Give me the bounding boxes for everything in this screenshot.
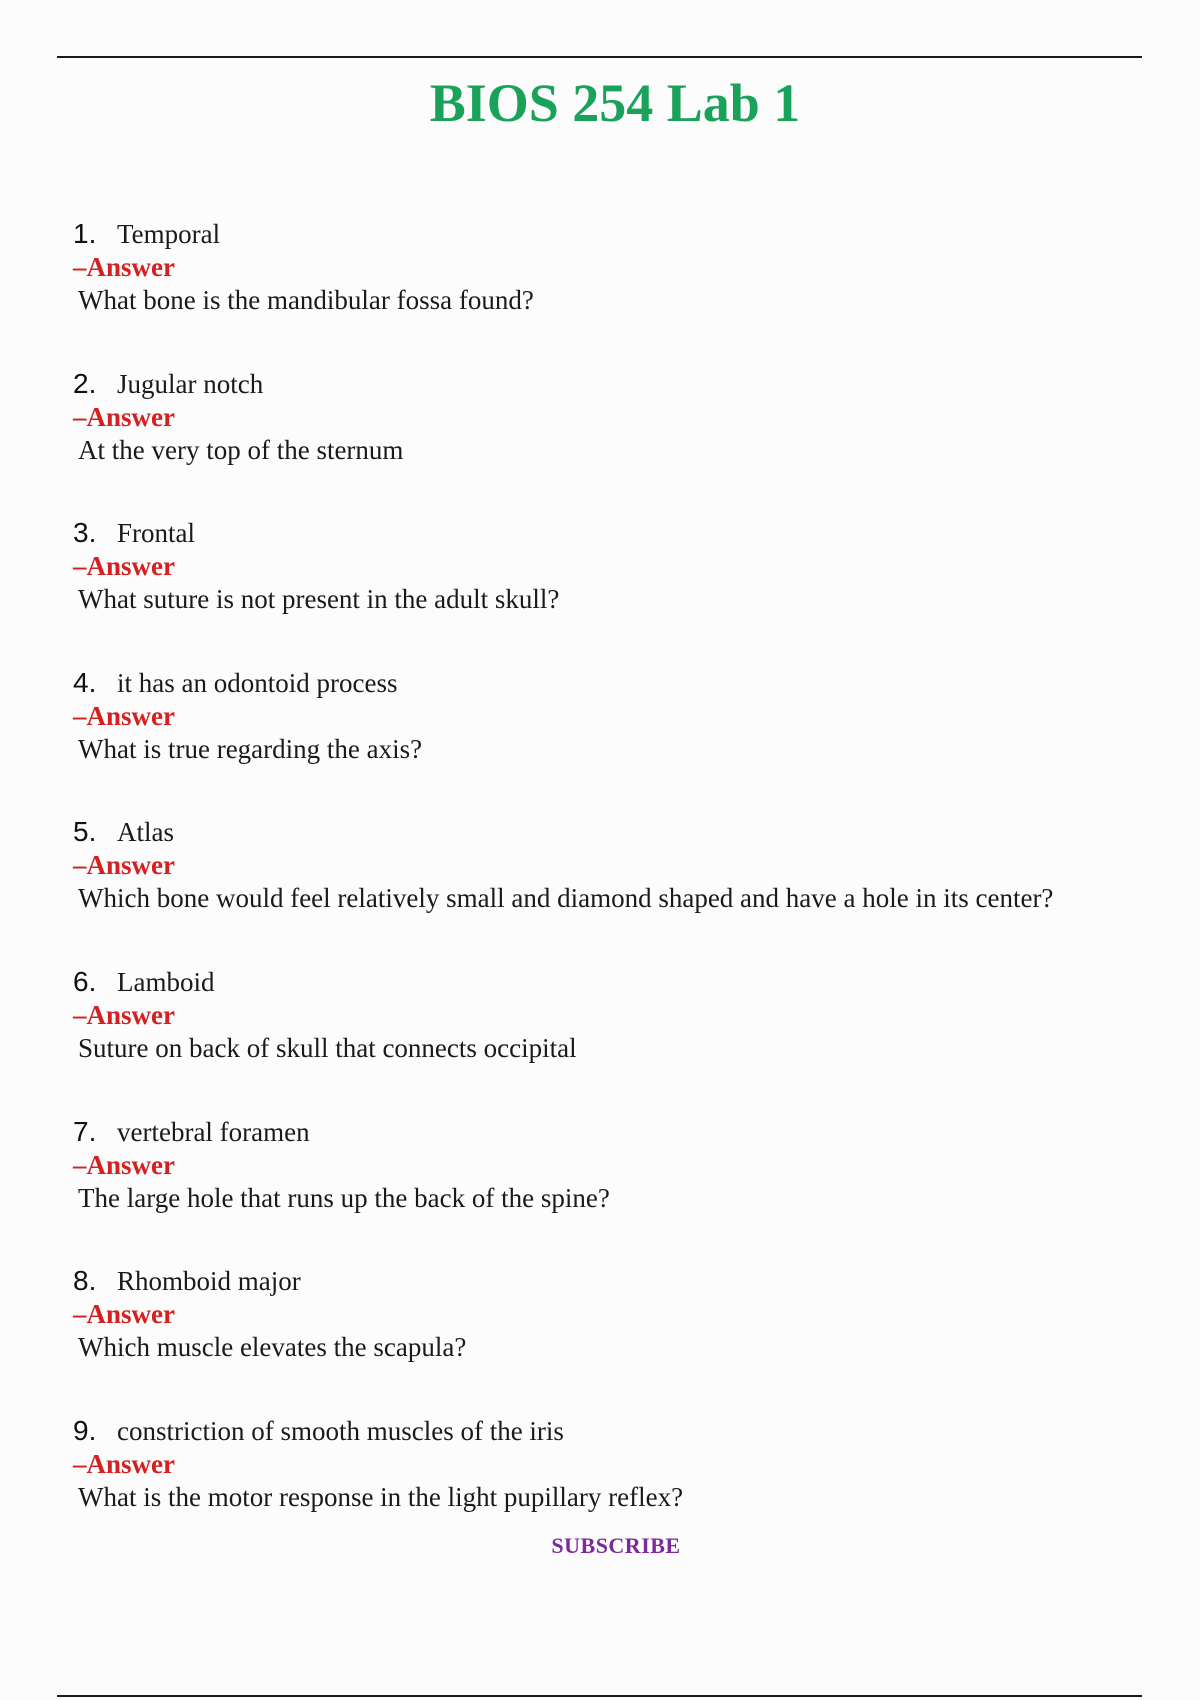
qa-term: constriction of smooth muscles of the iris <box>117 1415 564 1446</box>
qa-answer-label: –Answer <box>73 999 175 1030</box>
qa-item <box>73 218 1153 368</box>
qa-term: vertebral foramen <box>117 1116 310 1147</box>
qa-term: Rhomboid major <box>117 1266 301 1297</box>
qa-definition: What bone is the mandibular fossa found? <box>78 285 534 315</box>
qa-definition: At the very top of the sternum <box>78 434 404 465</box>
qa-definition: The large hole that runs up the back of the spine? <box>78 1182 610 1213</box>
qa-list <box>73 218 1153 1564</box>
top-divider <box>57 56 1142 58</box>
qa-number: 6. <box>73 965 97 997</box>
qa-number: 1. <box>73 218 97 249</box>
qa-number: 9. <box>73 1414 97 1446</box>
qa-item <box>73 1116 1153 1266</box>
qa-item <box>73 667 1153 817</box>
qa-number: 4. <box>73 666 97 698</box>
qa-definition: What is true regarding the axis? <box>78 733 423 764</box>
qa-answer-label: –Answer <box>73 1149 175 1180</box>
qa-term: Atlas <box>117 817 174 848</box>
qa-answer-label: –Answer <box>73 1448 175 1479</box>
bottom-divider <box>57 1695 1142 1697</box>
page-title: BIOS 254 Lab 1 <box>429 73 801 133</box>
qa-term: it has an odontoid process <box>117 667 398 698</box>
qa-definition: Which muscle elevates the scapula? <box>78 1332 467 1363</box>
qa-item <box>73 816 1153 966</box>
qa-number: 7. <box>73 1115 97 1147</box>
qa-answer-label: –Answer <box>73 551 175 582</box>
qa-item <box>73 1265 1153 1415</box>
qa-answer-label: –Answer <box>73 401 175 432</box>
qa-definition: Suture on back of skull that connects occipital <box>78 1032 577 1063</box>
qa-number: 3. <box>73 517 97 549</box>
qa-definition: Which bone would feel relatively small and diamond shaped and have a hole in its center? <box>78 883 1054 914</box>
qa-definition: What is the motor response in the light pupillary reflex? <box>78 1481 684 1512</box>
qa-term: Temporal <box>117 219 221 249</box>
qa-answer-label: –Answer <box>73 700 175 731</box>
qa-answer-label: –Answer <box>73 1299 175 1330</box>
qa-item <box>73 966 1153 1116</box>
qa-number: 5. <box>73 816 97 848</box>
qa-answer-label: –Answer <box>73 252 175 282</box>
qa-term: Lamboid <box>117 966 215 997</box>
qa-term: Frontal <box>117 518 195 549</box>
qa-number: 8. <box>73 1265 97 1297</box>
qa-answer-label: –Answer <box>73 850 175 881</box>
qa-number: 2. <box>73 367 97 399</box>
qa-item <box>73 517 1153 667</box>
subscribe-link[interactable]: SUBSCRIBE <box>551 1533 681 1558</box>
qa-definition: What suture is not present in the adult skull? <box>78 584 560 615</box>
qa-item <box>73 368 1153 518</box>
qa-term: Jugular notch <box>117 368 264 399</box>
